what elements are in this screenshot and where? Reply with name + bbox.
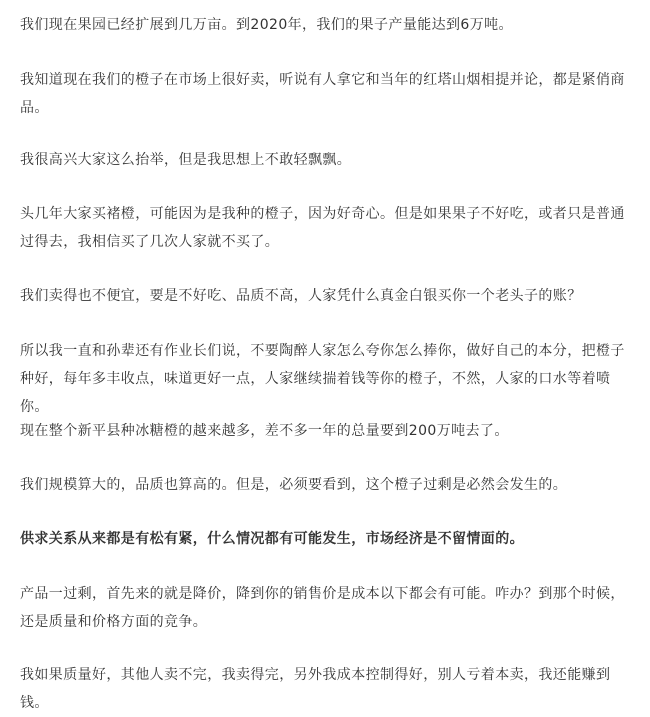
paragraph-3: 我很高兴大家这么抬举，但是我思想上不敢轻飘飘。 bbox=[20, 152, 352, 168]
paragraph-2: 我知道现在我们的橙子在市场上很好卖，听说有人拿它和当年的红塔山烟相提并论，都是紧俏商品。 bbox=[20, 72, 625, 116]
paragraph-9-emphasis: 供求关系从来都是有松有紧，什么情况都有可能发生，市场经济是不留情面的。 bbox=[20, 531, 524, 547]
paragraph-7: 现在整个新平县种冰糖橙的越来越多，差不多一年的总量要到200万吨去了。 bbox=[20, 423, 509, 439]
paragraph-4: 头几年大家买褚橙，可能因为是我种的橙子，因为好奇心。但是如果果子不好吃，或者只是普通过得去，我相信买了几次人家就不买了。 bbox=[20, 206, 625, 250]
paragraph-11: 我如果质量好，其他人卖不完，我卖得完，另外我成本控制得好，别人亏着本卖，我还能赚到钱。 bbox=[20, 667, 611, 711]
paragraph-5: 我们卖得也不便宜，要是不好吃、品质不高，人家凭什么真金白银买你一个老头子的账？ bbox=[20, 288, 582, 304]
paragraph-6: 所以我一直和孙辈还有作业长们说，不要陶醉人家怎么夸你怎么捧你，做好自己的本分，把橙子种好，每年多丰收点，味道更好一点，人家继续揣着钱等你的橙子，不然，人家的口水等着喷你。 bbox=[20, 343, 625, 415]
paragraph-10: 产品一过剩，首先来的就是降价，降到你的销售价是成本以下都会有可能。咋办？到那个时候，还是质量和价格方面的竞争。 bbox=[20, 586, 625, 630]
paragraph-1: 我们现在果园已经扩展到几万亩。到2020年，我们的果子产量能达到6万吨。 bbox=[20, 17, 513, 33]
paragraph-8: 我们规模算大的，品质也算高的。但是，必须要看到，这个橙子过剩是必然会发生的。 bbox=[20, 477, 568, 493]
